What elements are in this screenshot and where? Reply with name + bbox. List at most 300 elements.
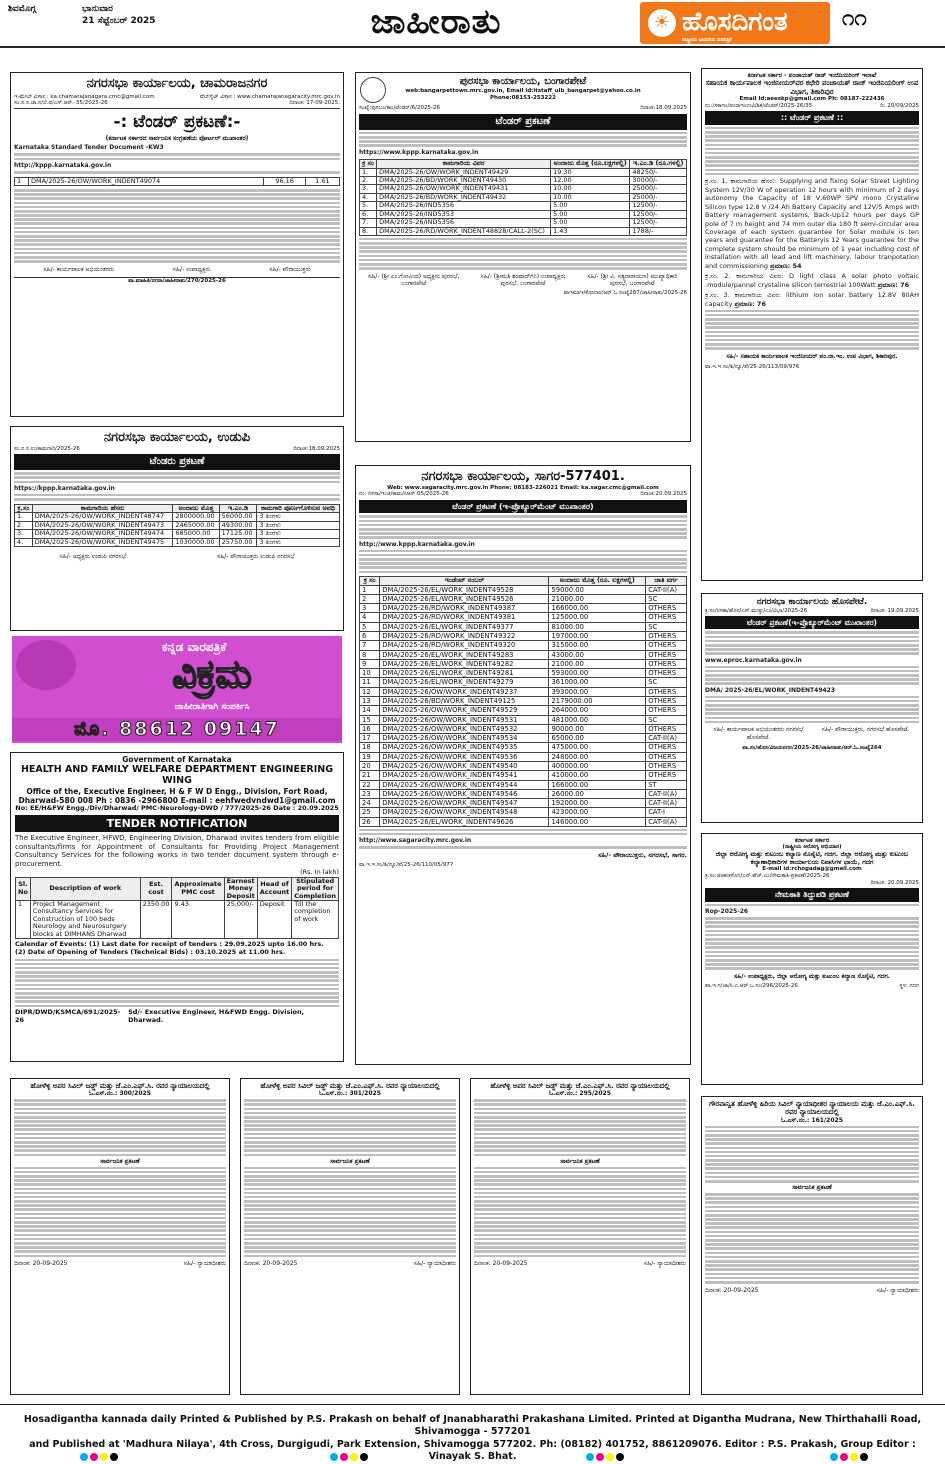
table-cell: ST xyxy=(646,780,687,789)
table-cell: 146000.00 xyxy=(549,817,646,826)
table-cell: Deposit xyxy=(257,900,292,938)
table-row xyxy=(360,706,687,715)
ad-reference: ಸಂ.ನ.ಸ.ಚಾ.ನ/ಲೆ.ಪ/ಎಸ್.ಆರ್.-35/2025-26 xyxy=(14,100,108,107)
table-cell: DMA/2025-26/OW/WORK_INDENT49474 xyxy=(32,530,173,538)
table-cell: DMA/2025-26/RD/WORK_INDENT49387 xyxy=(380,604,549,613)
table-row xyxy=(360,696,687,705)
table-cell: 5.00 xyxy=(551,210,630,218)
dipr-ref: DIPR/DWD/KSMCA/691/2025-26 xyxy=(15,1008,121,1024)
hosapete-tender-ad xyxy=(701,593,923,823)
recruitment-band: ನೇಮಕಾತಿ ತಿದ್ದುಪಡಿ ಪ್ರಕಟಣೆ xyxy=(705,888,919,902)
table-cell: 10 xyxy=(360,669,380,678)
signatures xyxy=(705,726,919,740)
table-cell: DMA/2025-26/EL/WORK_INDENT49281 xyxy=(380,669,549,678)
table-row xyxy=(360,789,687,798)
table-cell: DMA/2025-26/OW/WORK_INDENT49534 xyxy=(380,734,549,743)
table-cell: SC xyxy=(646,594,687,603)
table-cell: 13 xyxy=(360,696,380,705)
work-qty-3: ಪ್ರಮಾಣ: 76 xyxy=(734,299,766,308)
table-cell: 12500/- xyxy=(630,202,687,210)
vikrama-tagline: ಜಾಹೀರಾತಿಗಾಗಿ ಸಂಪರ್ಕಿಸಿ xyxy=(174,702,250,712)
dept-title: HEALTH AND FAMILY WELFARE DEPARTMENT ENGINEERING WING xyxy=(20,764,334,787)
ad-date: ದಿನಾಂಕ: 17-09-2025. xyxy=(289,100,340,107)
table-header-cell: ಅಂದಾಜು ಮೊತ್ತ (ರೂ. ಲಕ್ಷಗಳಲ್ಲಿ) xyxy=(549,577,646,585)
work-qty-2: ಪ್ರಮಾಣ: 76 xyxy=(877,280,910,289)
table-row xyxy=(360,678,687,687)
table-cell: DMA/2025-26/OW/WORK_INDENT49532 xyxy=(380,724,549,733)
portal-link[interactable]: http://kppp.karnataka.gov.in xyxy=(14,161,112,169)
ad-title: ನಗರಸಭಾ ಕಾರ್ಯಾಲಯ, ಸಾಗರ-577401. xyxy=(421,469,625,484)
notice-subheading: ಸಾರ್ವಜನಿಕ ಪ್ರಕಟಣೆ xyxy=(560,1157,600,1165)
table-cell: 25 xyxy=(360,808,380,817)
table-cell: DMA/2025-26/RD/WORK_INDENT49381 xyxy=(380,613,549,622)
table-header-cell: ಅಂದಾಜು ಮೊತ್ತ (ರೂ.ಲಕ್ಷಗಳಲ್ಲಿ) xyxy=(551,160,630,168)
court-notice xyxy=(240,1078,460,1395)
table-cell: 25000/- xyxy=(630,193,687,201)
table-cell: 26 xyxy=(360,817,380,826)
table-row xyxy=(360,585,687,594)
ad-reference: ಸಂಖ್ಯೆ:ಪುಸಬಂ/ಕಾಂ/ಟೆಂಡರ್/6/2025-26 xyxy=(359,105,440,112)
hfw-dharwad-tender-ad xyxy=(10,752,344,1062)
tender-table: 1 DMA/2025-26/OW/WORK_INDENT49074 96.16 1.61 xyxy=(14,177,340,186)
table-cell: DMA/2025-26/OW/WORK_INDENT49237 xyxy=(380,687,549,696)
table-cell: 5 xyxy=(360,622,380,631)
table-header-cell: ಕ್ರ ಸಂ xyxy=(360,577,380,585)
imprint-line-2: and Published at 'Madhura Nilaya', 4th Cross, Durgigudi, Park Extension, Shivamogga 577202. Ph: (08182) 401752, 8861209076. Editor : P.S. Prakash, Group Editor : Vinayak S. Bhat. xyxy=(29,1438,916,1463)
court-heading: ಗೌರವಾನ್ವಿತ ಹೋಳೆಳ್ಳಿ ಹಿರಿಯ ಸಿವಿಲ್ ನ್ಯಾಯಾಧೀಶರ ನ್ಯಾಯಾಲಯ ಮತ್ತು ಜೆ.ಎಂ.ಎಫ್.ಸಿ. ರವರ ನ್ಯಾಯಾಲಯದಲ್ಲಿ xyxy=(708,1100,916,1117)
signature-1: ಸಹಿ/- ಅಧ್ಯಕ್ಷರು ಉಡುಪಿ ನಗರಸಭೆ xyxy=(59,552,127,560)
table-cell: OTHERS xyxy=(646,604,687,613)
table-header-cell: ಕಾಮಗಾರಿಯ ವಿವರ xyxy=(377,160,551,168)
table-cell: Till the completion of work xyxy=(292,900,339,938)
table-header-cell: Sl. No xyxy=(16,877,31,900)
table-row xyxy=(15,521,340,529)
table-cell: 25000/- xyxy=(630,185,687,193)
notice-signature: ಸಹಿ/- ನ್ಯಾಯಾಧೀಶರು xyxy=(183,1260,226,1268)
portal-line xyxy=(14,485,340,493)
table-cell: 1030000.00 xyxy=(173,538,219,546)
table-cell: 7 xyxy=(360,641,380,650)
signature-1: ಸಹಿ/- ಕಾರ್ಯಪಾಲಕ ಅಭಿಯಂತರರು xyxy=(43,265,115,273)
table-cell: DMA/2025-26/OW/WORK_INDENT49548 xyxy=(380,808,549,817)
table-cell: 12 xyxy=(360,687,380,696)
table-cell: DMA/2025-26/OW/WORK_INDENT49547 xyxy=(380,799,549,808)
ad-date: ದಿನಾಂಕ:18.09.2025 xyxy=(640,105,687,112)
court-notice xyxy=(701,1096,923,1395)
notice-signature: ಸಹಿ/- ನ್ಯಾಯಾಧೀಶರು xyxy=(643,1260,686,1268)
signatures xyxy=(14,266,340,273)
signatures xyxy=(14,553,340,560)
work-item-2: ಕ್ರ.ಸಂ. 2. ಕಾಮಗಾರಿಯ ವಿವರ: D light class A solar photo voltaic .module/pannel crystaline silicon terrestrial 100Watt xyxy=(705,272,919,289)
table-cell: DMA/2025-26/IND5356 xyxy=(377,202,551,210)
table-cell: 30000/- xyxy=(630,176,687,184)
ad-footer-ref: ವಾ.ಇ.ಇ.ಸಂ/ಶಿ/ನ್ಯೂ/ಪೆ/25-26/113/09/976 xyxy=(705,364,800,371)
chamarajanagara-tender-ad xyxy=(10,72,344,417)
table-header-cell: Stipulated period for Completion xyxy=(292,877,339,900)
ad-footer-ref: ವಾ.ಸಂ/ಹೊಸ/ವಿಜಯನಗರ/2025-26/ಜಾಹೀರಾತು/ಆರ್.ಓ.ಸಂಖ್ಯೆ264 xyxy=(742,744,882,751)
vikrama-top-label: ಕನ್ನಡ ವಾರಪತ್ರಿಕೆ xyxy=(162,640,227,654)
table-cell: 21 xyxy=(360,771,380,780)
table-cell: DMA/2025-26/BD/WORK_INDENT49432 xyxy=(377,193,551,201)
case-number: ಓ.ಎಸ್.ನಂ.: 295/2025 xyxy=(549,1090,611,1098)
table-cell: DMA/2025-26/OW/WORK_INDENT49429 xyxy=(377,168,551,176)
table-cell: 43000.00 xyxy=(549,650,646,659)
standard-doc: Karnataka Standard Tender Document -KW3 xyxy=(14,144,164,152)
table-cell: 17 xyxy=(360,734,380,743)
table-cell: 17125.00 xyxy=(219,530,257,538)
court-heading: ಹೋಳೆಳ್ಳಿ ಅಪರ ಸಿವಿಲ್ ಜಡ್ಜ್ ಮತ್ತು ಜೆ.ಎಂ.ಎಫ್.ಸಿ. ರವರ ನ್ಯಾಯಾಲಯದಲ್ಲಿ xyxy=(490,1082,670,1090)
ad-date: ದಿ: 20/09/2025 xyxy=(880,102,919,109)
notice-date: ದಿನಾಂಕ: 20-09-2025 xyxy=(705,1286,759,1294)
table-cell: DMA/2025-26/BD/WORK_INDENT49125 xyxy=(380,696,549,705)
ad-date: ದಿನಾಂಕ:20.09.2025 xyxy=(640,491,687,498)
tender-band: :: ಟೆಂಡರ್ ಪ್ರಕಟಣೆ :: xyxy=(705,111,919,125)
table-cell: 23 xyxy=(360,789,380,798)
case-number: ಓ.ಎಸ್.ನಂ.: 300/2025 xyxy=(89,1090,151,1098)
table-cell: CAT-II(A) xyxy=(646,734,687,743)
table-cell: DMA/2025-26/IND5356 xyxy=(377,219,551,227)
page-number: ೧೧ xyxy=(842,6,867,31)
vikrama-name: ವಿಕ್ರಮ xyxy=(172,652,252,696)
table-cell: 7. xyxy=(360,219,377,227)
table-row xyxy=(360,185,687,193)
table-cell: 2800000.00 xyxy=(173,513,219,521)
table-row xyxy=(360,210,687,218)
indent-cell: DMA/2025-26/OW/WORK_INDENT49074 xyxy=(29,177,264,185)
table-row xyxy=(360,641,687,650)
table-cell: 12500/- xyxy=(630,219,687,227)
sun-logo-icon: ☀ xyxy=(648,9,676,37)
signature-3: ಸಹಿ/- (ಶ್ರೀ ವಿ. ಸತ್ಯನಾರಾಯಣ) ಮುಖ್ಯಾಧಿಕಾರಿ ಪುರಸಭೆ, ಬಂಗಾರಪೇಟೆ xyxy=(587,272,678,287)
court-notice xyxy=(10,1078,230,1395)
table-cell: 5. xyxy=(360,202,377,210)
table-cell: DMA/2025-26/EL/WORK_INDENT49283 xyxy=(380,650,549,659)
table-cell: 1 xyxy=(360,585,380,594)
table-cell: 19 xyxy=(360,752,380,761)
table-cell: DMA/2025-26/OW/WORK_INDENT49536 xyxy=(380,752,549,761)
gov-sub: (ರಾಷ್ಟ್ರೀಯ ಆರೋಗ್ಯ ಅಭಿಯಾನ) xyxy=(782,844,842,851)
notice-subheading: ಸಾರ್ವಜನಿಕ ಪ್ರಕಟಣೆ xyxy=(330,1157,370,1165)
notice-signature: ಸಹಿ/- ನ್ಯಾಯಾಧೀಶರು xyxy=(413,1260,456,1268)
table-cell: 12500/- xyxy=(630,210,687,218)
table-cell: 361000.00 xyxy=(549,678,646,687)
edition-label: ಶಿವಮೊಗ್ಗ xyxy=(8,4,36,14)
ad-footer-ref: ವಾ.ಮಾಹಿತಿ/ನಗರಾ/ಜಾಹೀರಾತು/270/2025-26 xyxy=(14,277,340,285)
table-cell: 166000.00 xyxy=(549,780,646,789)
portal-link[interactable]: www.eproc.karnataka.gov.in xyxy=(705,656,802,664)
ad-reference: ಕ್ರ.ಸಂ/ನಸಕಾ/ಹೊಸ/ಎಸ್.ಮುತ್ತು/ಎಂ/ವಿಭಾ/2025-26 xyxy=(705,607,808,614)
table-cell: 22 xyxy=(360,780,380,789)
vikrama-weekly-ad xyxy=(12,636,342,743)
table-row xyxy=(360,168,687,176)
table-cell: DMA/2025-26/OW/WORK_INDENT49473 xyxy=(32,521,173,529)
ad-email: E-mail id:rchogadag@gmail.com xyxy=(762,866,862,873)
table-header-cell: ಅಂದಾಜು ಮೊತ್ತ xyxy=(173,504,219,512)
ad-web: web:bangarpettown.mrc.gov.in, Email id:itstaff_ulb_bangarpet@yahoo.co.in xyxy=(405,88,641,94)
table-cell: 10.00 xyxy=(551,185,630,193)
table-cell: 25750.00 xyxy=(219,538,257,546)
table-cell: DMA/2025-26/OW/WORK_INDENT49531 xyxy=(380,715,549,724)
table-header-cell: ಇಂಡೆಂಟ್ ನಂಬರ್ xyxy=(380,577,549,585)
table-cell: 475000.00 xyxy=(549,743,646,752)
header-rule xyxy=(0,46,945,48)
udupi-tender-ad xyxy=(10,426,344,631)
table-cell: 197000.00 xyxy=(549,632,646,641)
table-row xyxy=(360,734,687,743)
table-row xyxy=(15,530,340,538)
table-cell: 2179000.00 xyxy=(549,696,646,705)
work-item-1: ಕ್ರ.ಸಂ. 1. ಕಾಮಗಾರಿಯ ಹೆಸರು: Supplying and fixing Solar Street Lighting System 12V/30 W of operation 12 hours with minimum of 2 days autonomy the Capacity of 18 V,60WP SPV mono Crystaline Silicon type 12.8 V /24 Ah Battery Capacity and 12V/5 Amps with Battery management systems, Back-Up12 hours per days GP pole of 7 m height and 74 mm outer dia 180 ft semi-circular area Coverage of each system guarantee for Solar module is ten years and guarantee for the Batteryis 12 Years guarantee for the complete system should be minimum of 1 year including cost of installation with all lead and lift machinery, labour tranpotation and commissioning xyxy=(705,177,919,270)
table-row xyxy=(15,513,340,521)
table-cell: OTHERS xyxy=(646,761,687,770)
notice-date: ದಿನಾಂಕ: 20-09-2025 xyxy=(14,1260,68,1268)
ad-footer-ref: ವಾ.ಇ.ಇ.ಸಂ/ಶಿ/ನ್ಯೂ/ಪೆ/25-26/110/05/977 xyxy=(359,862,454,869)
brand-logo xyxy=(640,2,830,44)
table-row xyxy=(360,176,687,184)
table-row xyxy=(360,817,687,826)
table-cell: 3. xyxy=(360,185,377,193)
table-cell: DMA/2025-26/OW/WORK_INDENT49540 xyxy=(380,761,549,770)
issue-date-text: 21 ಸೆಪ್ಟೆಂಬರ್ 2025 xyxy=(82,15,156,26)
portal-link[interactable]: https://www.kppp.karnataka.gov.in xyxy=(359,148,479,156)
table-cell: 192000.00 xyxy=(549,799,646,808)
portal-link-2[interactable]: http://www.sagaracity.mrc.gov.in xyxy=(359,836,472,844)
table-cell: 6. xyxy=(360,210,377,218)
table-cell: 593000.00 xyxy=(549,669,646,678)
place-label: ಸ್ಥಳ: ಗದಗ xyxy=(899,983,919,990)
notice-subheading: ಸಾರ್ವಜನಿಕ ಪ್ರಕಟಣೆ xyxy=(792,1184,832,1192)
table-cell: SC xyxy=(646,678,687,687)
portal-link[interactable]: https://kppp.karnataka.gov.in xyxy=(14,484,115,492)
vikrama-emblem-icon xyxy=(16,640,76,690)
ad-title: ನಗರಸಭಾ ಕಾರ್ಯಾಲಯ ಹೊಸಪೇಟೆ. xyxy=(756,597,868,607)
signature-2: ಸಹಿ/- ಉಪಾಧ್ಯಕ್ಷರು xyxy=(172,265,211,273)
table-cell: 248000.00 xyxy=(549,752,646,761)
table-row xyxy=(15,538,340,546)
indent-number: DMA/ 2025-26/EL/WORK_INDENT49423 xyxy=(705,686,836,694)
table-row xyxy=(360,613,687,622)
gadag-recruitment-ad xyxy=(701,833,923,1085)
table-header-cell: ಕ್ರ ಸಂ xyxy=(360,160,377,168)
table-cell: 5.00 xyxy=(551,219,630,227)
footer-rule xyxy=(0,1404,945,1405)
table-cell: 5.00 xyxy=(551,202,630,210)
table-row xyxy=(360,715,687,724)
table-cell: 315000.00 xyxy=(549,641,646,650)
ad-phone: Phone:08153-253222 xyxy=(490,94,556,101)
signatures xyxy=(359,273,687,287)
table-row xyxy=(360,743,687,752)
tender-band: ಟೆಂಡರ್ ಪ್ರಕಟಣೆ xyxy=(359,114,687,130)
table-cell: OTHERS xyxy=(646,752,687,761)
table-cell: OTHERS xyxy=(646,771,687,780)
table-header-cell: ಇ.ಎಂ.ಡಿ xyxy=(219,504,257,512)
table-cell: CAT-II(A) xyxy=(646,817,687,826)
signature: ಸಹಿ/- ಸಹಾಯಕ ಕಾರ್ಯಪಾಲಕ ಇಂಜಿನೀಯರ್ ಪಂ.ರಾ.ಇಂ. ಉಪ ವಿಭಾಗ, ಶಿಕಾರಿಪುರ. xyxy=(726,352,898,360)
table-row xyxy=(360,761,687,770)
imprint-line-1: Hosadigantha kannada daily Printed & Published by P.S. Prakash on behalf of Jnanabharathi Prakashana Limited. Printed at Digantha Mudrana, New Thirthahalli Road, Shivamogga - 577201 xyxy=(23,1414,922,1438)
table-cell: DMA/2025-26/RD/WORK_INDENT48828/CALL-2(SC) xyxy=(377,227,551,235)
registration-marks-2 xyxy=(330,1453,368,1461)
brand-name: ಹೊಸದಿಗಂತ xyxy=(682,7,788,37)
page-header xyxy=(0,0,945,46)
table-row xyxy=(360,799,687,808)
court-heading: ಹೋಳೆಳ್ಳಿ ಅಪರ ಸಿವಿಲ್ ಜಡ್ಜ್ ಮತ್ತು ಜೆ.ಎಂ.ಎಫ್.ಸಿ. ರವರ ನ್ಯಾಯಾಲಯದಲ್ಲಿ xyxy=(30,1082,210,1090)
table-cell: 2350.00 xyxy=(140,900,172,938)
table-cell: 21000.00 xyxy=(549,594,646,603)
table-header-cell: Approximate PMC cost xyxy=(172,877,224,900)
table-header-cell: Est. cost xyxy=(140,877,172,900)
table-row xyxy=(360,604,687,613)
table-header-cell: Head of Account xyxy=(257,877,292,900)
emblem-icon xyxy=(360,77,386,103)
table-cell: 2465000.00 xyxy=(173,521,219,529)
table-header-cell: ಜಾತಿ ವರ್ಗ xyxy=(646,577,687,585)
ad-reference: ಕ್ರ.ಸಂ:ಜಿಆಕುಕಸೊಗ/ಎನ್.ಹೆಚ್.ಎಂ/ನೇಮಕಾತಿ-ಪ್ರಕಟಣೆ/2025-26 xyxy=(705,872,830,879)
table-header-cell: ಕ್ರ.ಸಂ xyxy=(15,504,33,512)
table-cell: DMA/2025-26/OW/WORK_INDENT48747 xyxy=(32,513,173,521)
work-item-3: ಕ್ರ.ಸಂ. 3. ಕಾಮಗಾರಿಯ ವಿವರ: lithium ion solar battery 12.8V 80AH capacity xyxy=(705,291,919,308)
tender-subheading: (ಕರ್ನಾಟಕ ಸರ್ಕಾರದ ಸಾರ್ವಜನಿಕ ಸಂಗ್ರಹಣೆಯ ಪೋರ್ಟಲ್ ಮುಖಾಂತರ) xyxy=(105,135,249,143)
signature-2: ಸಹಿ/- (ಶ್ರೀಮತಿ ಶಂಷಾದ್‌ಗನಿ) ಉಪಾಧ್ಯಕ್ಷರು ಪುರಸಭೆ, ಬಂಗಾರಪೇಟೆ xyxy=(480,272,566,287)
ad-date: ದಿನಾಂಕ: 19.09.2025 xyxy=(870,607,919,614)
table-cell: 125000.00 xyxy=(549,613,646,622)
table-cell: 56000.00 xyxy=(219,513,257,521)
table-cell: 1 xyxy=(16,900,31,938)
court-heading: ಹೋಳೆಳ್ಳಿ ಅಪರ ಸಿವಿಲ್ ಜಡ್ಜ್ ಮತ್ತು ಜೆ.ಎಂ.ಎಫ್.ಸಿ. ರವರ ನ್ಯಾಯಾಲಯದಲ್ಲಿ xyxy=(260,1082,440,1090)
tender-band: ಟೆಂಡರ್ ಪ್ರಕಟಣೆ(ಇ-ಪ್ರೊಕ್ಯೂರ್‌ಮೆಂಟ್ ಮುಖಾಂತರ) xyxy=(705,616,919,629)
table-cell: 6 xyxy=(360,632,380,641)
table-cell: 18 xyxy=(360,743,380,752)
signature: ಸಹಿ/- ಪೌರಾಯುಕ್ತರು, ನಗರಸಭೆ, ಸಾಗರ. xyxy=(598,850,687,859)
table-cell: 4. xyxy=(15,538,33,546)
table-cell: DMA/2025-26/OW/WORK_INDENT49475 xyxy=(32,538,173,546)
bangarpet-tender-ad xyxy=(355,72,691,442)
table-cell: 264000.00 xyxy=(549,706,646,715)
table-cell: 25,000/- xyxy=(224,900,257,938)
table-cell: 49300.00 xyxy=(219,521,257,529)
amount-cell: 96.16 xyxy=(264,177,305,185)
table-row xyxy=(360,650,687,659)
calendar-line-1: Calendar of Events: (1) Last date for receipt of tenders : 29.09.2025 upto 16.00 hrs. xyxy=(15,940,324,949)
table-cell: 21000.00 xyxy=(549,659,646,668)
table-cell: 90000.00 xyxy=(549,724,646,733)
table-cell: 24 xyxy=(360,799,380,808)
table-cell: 2 xyxy=(360,594,380,603)
case-number: ಓ.ಎಸ್.ನಂ.: 301/2025 xyxy=(319,1090,381,1098)
table-cell: 26000.00 xyxy=(549,789,646,798)
table-row xyxy=(360,808,687,817)
table-cell: 393000.00 xyxy=(549,687,646,696)
tender-body xyxy=(14,144,340,173)
notice-date: ದಿನಾಂಕ: 20-09-2025 xyxy=(244,1260,298,1268)
shikaripura-tender-ad xyxy=(701,68,923,581)
work-qty-1: ಪ್ರಮಾಣ: 54 xyxy=(770,261,802,270)
table-cell: OTHERS xyxy=(646,743,687,752)
ad-reference: No: EE/H&FW Engg./Div/Dharwad/ PMC-Neurology-DWD / 777/2025-26 Date : 20.09.2025 xyxy=(15,803,339,812)
table-cell: DMA/2025-26/OW/WORK_INDENT49544 xyxy=(380,780,549,789)
table-cell: OTHERS xyxy=(646,613,687,622)
table-cell: 19.30 xyxy=(551,168,630,176)
tender-notification-band: TENDER NOTIFICATION xyxy=(15,815,339,832)
masthead-title: ಜಾಹೀರಾತು xyxy=(370,2,502,42)
table-cell: 11 xyxy=(360,678,380,687)
consultancy-table xyxy=(15,877,339,940)
table-cell: 65000.00 xyxy=(549,734,646,743)
table-cell: DMA/2025-26/EL/WORK_INDENT49526 xyxy=(380,594,549,603)
signature-1: ಸಹಿ/- ಕಾರ್ಯಪಾಲಕ ಅಭಿಯಂತರರು ನಗರಸಭೆ ಹೊಸಪೇಟೆ. xyxy=(713,726,804,741)
imprint-footer xyxy=(12,1414,933,1463)
table-cell: OTHERS xyxy=(646,669,687,678)
tender-band: ಟೆಂಡರ್ ಪ್ರಕಟಣೆ (ಇ-ಪ್ರೊಕ್ಯೂರ್‌ಮೆಂಟ್ ಮುಖಾಂತರ) xyxy=(359,500,687,514)
table-cell: 59000.00 xyxy=(549,585,646,594)
table-cell: 8 xyxy=(360,650,380,659)
table-header-cell: ಕಾಮಗಾರಿಯ ಹೆಸರು xyxy=(32,504,173,512)
table-cell: 481000.00 xyxy=(549,715,646,724)
court-notice xyxy=(470,1078,690,1395)
table-row xyxy=(360,780,687,789)
table-header-cell: ಇ.ಎಂ.ಡಿ (ರೂ.ಗಳಲ್ಲಿ) xyxy=(630,160,687,168)
table-cell: DMA/2025-26/OW/WORK_INDENT49546 xyxy=(380,789,549,798)
table-cell: DMA/2025-26/EL/WORK_INDENT49282 xyxy=(380,659,549,668)
tender-table xyxy=(14,504,340,547)
portal-link[interactable]: http://www.kppp.karnataka.gov.in xyxy=(359,540,475,548)
gov-label: ಕರ್ನಾಟಕ ಸರ್ಕಾರ xyxy=(794,837,830,844)
table-cell: 14 xyxy=(360,706,380,715)
registration-marks-3 xyxy=(586,1453,624,1461)
office-title: ಸಹಾಯಕ ಕಾರ್ಯಪಾಲಕ ಇಂಜಿನೀಯರ್‌ವರ ಕಛೇರಿ ಪಂಚಾಯತ್ ರಾಜ್ ಇಂಜಿನಿಯರಿಂಗ್ ಉಪ ವಿಭಾಗ, ಶಿಕಾರಿಪುರ xyxy=(705,79,919,96)
table-cell: DMA/2025-26/EL/WORK_INDENT49528 xyxy=(380,585,549,594)
issue-date xyxy=(82,4,156,27)
ad-web: Web: www.sagaracity.mrc.gov.in Phone: 08183-226021 Email: ka.sagar.cmc@gmail.com xyxy=(387,484,659,491)
ad-date: ದಿನಾಂಕ: 20.09.2025 xyxy=(870,879,919,886)
table-row xyxy=(360,669,687,678)
table-row xyxy=(360,659,687,668)
vikrama-phone: ಮೊ. 88612 09147 xyxy=(12,718,342,741)
table-cell: 1.43 xyxy=(551,227,630,235)
table-cell: 10.00 xyxy=(551,193,630,201)
table-row xyxy=(360,752,687,761)
table-cell: 685000.00 xyxy=(173,530,219,538)
ad-reference: ನಂ: ನಸಸಾ/ಇಂಜಿ/ಕಾಮ/ಸಿಆರ್:05/2025-26 xyxy=(359,491,449,498)
table-cell: SC xyxy=(646,715,687,724)
table-row xyxy=(360,227,687,235)
table-row xyxy=(360,193,687,201)
table-cell: 166000.00 xyxy=(549,604,646,613)
ad-email: ಇ-ಮೇಲ್ ವಿಳಾಸ : ka.chamarajanagara.cmc@gmail.com xyxy=(14,93,155,100)
table-row xyxy=(360,202,687,210)
table-cell: 20 xyxy=(360,761,380,770)
table-cell: DMA/2025-26/EL/WORK_INDENT49626 xyxy=(380,817,549,826)
ad-reference: ಸಂ.ನ.ಸ.ಉ/ಕಾಮಗಾರಿ/2025-26 xyxy=(14,445,80,452)
ad-reference: ನಂ:/ಸಕಾಇಂ/ಪಂರಾಇಂಉವಿ/ಶಿಕ/ಟೆಂಡರ್/2025-26/35 xyxy=(705,102,813,109)
registration-marks-4 xyxy=(830,1453,868,1461)
table-cell: 3 xyxy=(360,604,380,613)
table-cell: OTHERS xyxy=(646,687,687,696)
table-cell: 2. xyxy=(360,176,377,184)
table-cell: OTHERS xyxy=(646,632,687,641)
ad-title: ನಗರಸಭಾ ಕಾರ್ಯಾಲಯ, ಚಾಮರಾಜನಗರ xyxy=(86,76,268,91)
table-row xyxy=(360,687,687,696)
signature-1: ಸಹಿ/- (ಶ್ರೀ ಎಂ.ಗೋವಿಂದ) ಅಧ್ಯಕ್ಷರು ಪುರಸಭೆ, ಬಂಗಾರಪೇಟೆ xyxy=(367,272,460,287)
table-cell: DMA/2025-26/RD/WORK_INDENT49320 xyxy=(380,641,549,650)
issue-day: ಭಾನುವಾರ xyxy=(82,4,113,14)
table-row xyxy=(360,622,687,631)
table-cell: DMA/2025-26/IND5353 xyxy=(377,210,551,218)
table-cell: 4 xyxy=(360,613,380,622)
ad-footer-ref: ವಾ.ಇ.ಗ/ಜಾ/ಸಿ.ಎ.ಆರ್.ಒ.ಸಂ/296/2025-26 xyxy=(705,983,798,990)
table-header-cell: Description of work xyxy=(30,877,140,900)
